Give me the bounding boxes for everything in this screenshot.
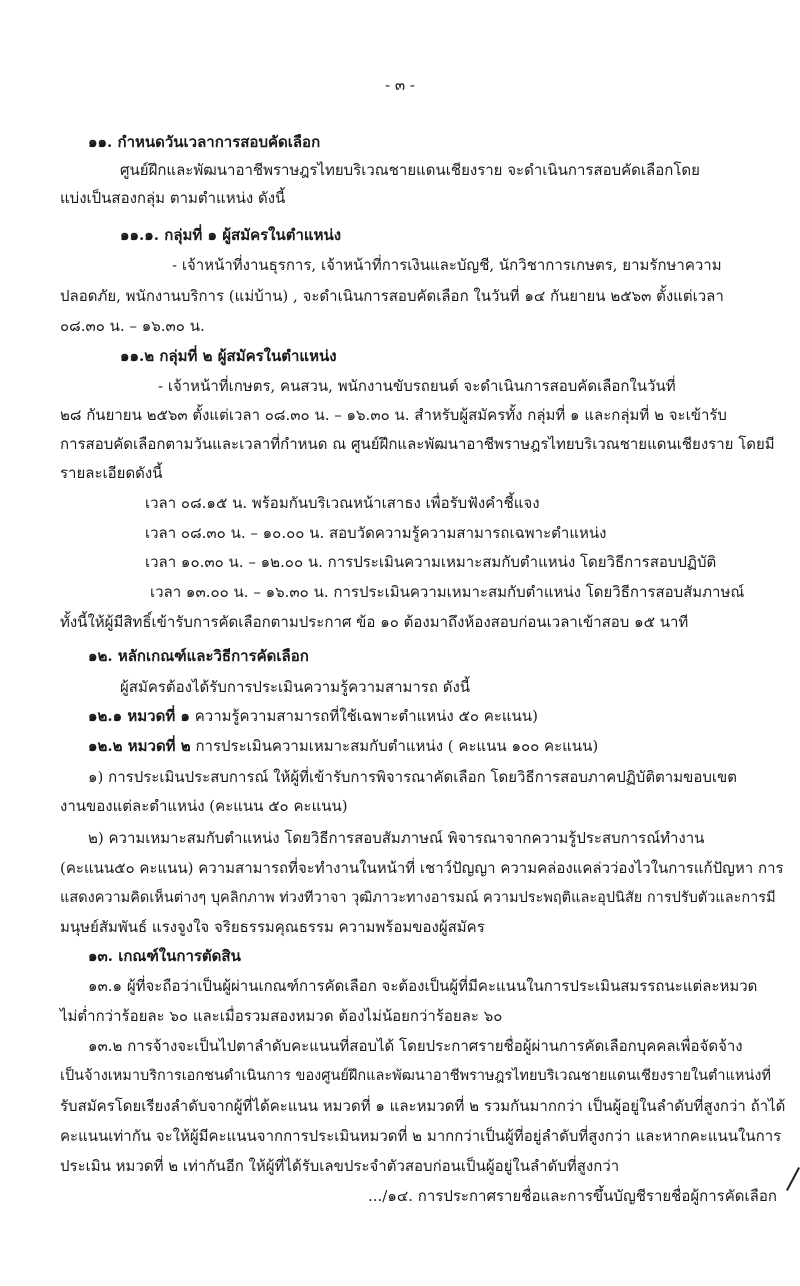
s11-intro-line2: แบ่งเป็นสองกลุ่ม ตามตำแหน่ง ดังนี้ <box>60 189 286 207</box>
page-number: - ๓ - <box>385 76 415 94</box>
s12-intro: ผู้สมัครต้องได้รับการประเมินความรู้ความสามารถ ดังนี้ <box>120 678 471 696</box>
group1-line1: - เจ้าหน้าที่งานธุรการ, เจ้าหน้าที่การเงินและบัญชี, นักวิชาการเกษตร, ยามรักษาความ <box>172 256 722 274</box>
criteria-2-text: การประเมินความเหมาะสมกับตำแหน่ง ( คะแนน ๑๐๐ คะแนน) <box>195 737 599 755</box>
s13-p2-line2: เป็นจ้างเหมาบริการเอกชนดำเนินการ ของศูนย์ฝึกและพัฒนาอาชีพราษฎรไทยบริเวณชายแดนเชียงรายในตำแหน่งที่ <box>60 1068 771 1084</box>
s13-p2-line4: คะแนนเท่ากัน จะให้ผู้มีคะแนนจากการประเมินหมวดที่ ๒ มากกว่าเป็นผู้ที่อยู่ลำดับที่สูงกว่า และหากคะแนนในการ <box>60 1127 782 1145</box>
exam-arrival-note: ทั้งนี้ให้ผู้มีสิทธิ์เข้ารับการคัดเลือกตามประกาศ ข้อ ๑๐ ต้องมาถึงห้องสอบก่อนเวลาเข้าสอบ ๑๕ นาที <box>60 613 689 631</box>
group2-line2: ๒๘ กันยายน ๒๕๖๓ ตั้งแต่เวลา ๐๘.๓๐ น. – ๑๖.๓๐ น. สำหรับผู้สมัครทั้ง กลุ่มที่ ๑ และกลุ่มที่ ๒ จะเข้ารับ <box>60 406 727 424</box>
criteria-2 <box>88 736 598 756</box>
s13-p1-line1: ๑๓.๑ ผู้ที่จะถือว่าเป็นผู้ผ่านเกณฑ์การคัดเลือก จะต้องเป็นผู้ที่มีคะแนนในการประเมินสมรรถนะแต่ละหมวด <box>88 977 758 995</box>
criteria-2-item1-line1: ๑) การประเมินประสบการณ์ ให้ผู้ที่เข้ารับการพิจารณาคัดเลือก โดยวิธีการสอบภาคปฏิบัติตามขอบเขต <box>88 768 738 786</box>
section-13-heading: ๑๓. เกณฑ์ในการตัดสิน <box>88 947 241 965</box>
continuation-note: .../๑๔. การประกาศรายชื่อและการขึ้นบัญชีรายชื่อผู้การคัดเลือก <box>368 1187 777 1205</box>
section-12-heading: ๑๒. หลักเกณฑ์และวิธีการคัดเลือก <box>88 647 309 665</box>
group2-line4: รายละเอียดดังนี้ <box>60 464 163 482</box>
group1-line3: ๐๘.๓๐ น. – ๑๖.๓๐ น. <box>60 317 205 335</box>
s13-p2-line3: รับสมัครโดยเรียงลำดับจากผู้ที่ได้คะแนน หมวดที่ ๑ และหมวดที่ ๒ รวมกันมากกว่า เป็นผู้อยู่ในลำดับที่สูงกว่า ถ้าได้ <box>60 1097 786 1115</box>
criteria-2-item2-line3: แสดงความคิดเห็นต่างๆ บุคลิกภาพ ท่วงทีวาจา วุฒิภาวะทางอารมณ์ ความประพฤติและอุปนิสัย การปรับตัวและการมี <box>60 890 776 906</box>
s13-p2-line5: ประเมิน หมวดที่ ๒ เท่ากันอีก ให้ผู้ที่ได้รับเลขประจำตัวสอบก่อนเป็นผู้อยู่ในลำดับที่สูงกว่า <box>60 1157 620 1175</box>
schedule-item-1: เวลา ๐๘.๑๕ น. พร้อมกันบริเวณหน้าเสาธง เพื่อรับฟังคำชี้แจง <box>145 494 540 512</box>
s13-p1-line2: ไม่ต่ำกว่าร้อยละ ๖๐ และเมื่อรวมสองหมวด ต้องไม่น้อยกว่าร้อยละ ๖๐ <box>60 1007 503 1025</box>
section-11-heading: ๑๑. กำหนดวันเวลาการสอบคัดเลือก <box>88 133 321 151</box>
criteria-1 <box>88 706 538 726</box>
group2-line3: การสอบคัดเลือกตามวันและเวลาที่กำหนด ณ ศูนย์ฝึกและพัฒนาอาชีพราษฎรไทยบริเวณชายแดนเชียงราย โดยมี <box>60 435 775 453</box>
criteria-1-text: ความรู้ความสามารถที่ใช้เฉพาะตำแหน่ง ๕๐ คะแนน) <box>194 707 538 725</box>
s11-intro-line1: ศูนย์ฝึกและพัฒนาอาชีพราษฎรไทยบริเวณชายแดนเชียงราย จะดำเนินการสอบคัดเลือกโดย <box>120 161 700 179</box>
schedule-item-2: เวลา ๐๘.๓๐ น. – ๑๐.๐๐ น. สอบวัดความรู้ความสามารถเฉพาะตำแหน่ง <box>145 524 607 542</box>
schedule-item-4: เวลา ๑๓.๐๐ น. – ๑๖.๓๐ น. การประเมินความเหมาะสมกับตำแหน่ง โดยวิธีการสอบสัมภาษณ์ <box>150 583 745 601</box>
criteria-2-item1-line2: งานของแต่ละตำแหน่ง (คะแนน ๕๐ คะแนน) <box>60 797 348 815</box>
corner-pen-mark <box>786 1167 800 1191</box>
criteria-2-item2-line1: ๒) ความเหมาะสมกับตำแหน่ง โดยวิธีการสอบสัมภาษณ์ พิจารณาจากความรู้ประสบการณ์ทำงาน <box>88 829 705 847</box>
group1-line2: ปลอดภัย, พนักงานบริการ (แม่บ้าน) , จะดำเนินการสอบคัดเลือก ในวันที่ ๑๔ กันยายน ๒๕๖๓ ตั้งแต่เวลา <box>60 287 724 305</box>
criteria-2-label: ๑๒.๒ หมวดที่ ๒ <box>88 737 191 755</box>
schedule-item-3: เวลา ๑๐.๓๐ น. – ๑๒.๐๐ น. การประเมินความเหมาะสมกับตำแหน่ง โดยวิธีการสอบปฏิบัติ <box>145 553 717 571</box>
criteria-2-item2-line4: มนุษย์สัมพันธ์ แรงจูงใจ จริยธรรมคุณธรรม ความพร้อมของผู้สมัคร <box>60 918 485 936</box>
criteria-1-label: ๑๒.๑ หมวดที่ ๑ <box>88 707 190 725</box>
group2-heading: ๑๑.๒ กลุ่มที่ ๒ ผู้สมัครในตำแหน่ง <box>120 347 337 365</box>
group1-heading: ๑๑.๑. กลุ่มที่ ๑ ผู้สมัครในตำแหน่ง <box>120 226 342 244</box>
criteria-2-item2-line2: (คะแนน๕๐ คะแนน) ความสามารถที่จะทำงานในหน้าที่ เชาว์ปัญญา ความคล่องแคล่วว่องไวในการแก้ปัญหา การ <box>60 859 784 877</box>
s13-p2-line1: ๑๓.๒ การจ้างจะเป็นไปตาลำดับคะแนนที่สอบได้ โดยประกาศรายชื่อผู้ผ่านการคัดเลือกบุคคลเพื่อจัดจ้าง <box>88 1037 743 1055</box>
group2-line1: - เจ้าหน้าที่เกษตร, คนสวน, พนักงานขับรถยนต์ จะดำเนินการสอบคัดเลือกในวันที่ <box>158 377 676 395</box>
